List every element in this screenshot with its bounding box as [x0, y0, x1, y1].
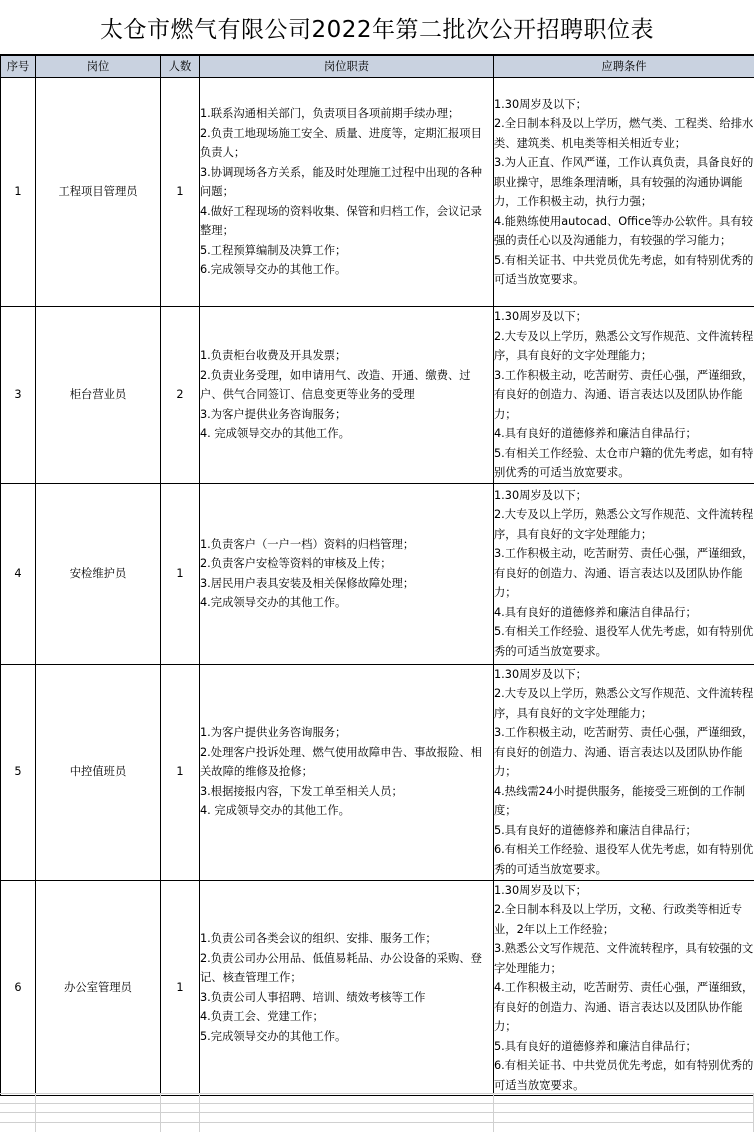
table-body: [1, 78, 754, 1096]
header-duties: 岗位职责: [200, 56, 494, 78]
row-duties: [200, 664, 494, 880]
row-position: 中控值班员: [36, 664, 161, 880]
duty-item: 1.联系沟通相关部门，负责项目各项前期手续办理；: [200, 107, 460, 121]
requirement-item: 4.具有良好的道德修养和廉洁自律品行；: [494, 605, 697, 619]
row-duties: [200, 78, 494, 307]
duty-item: 2.处理客户投诉处理、燃气使用故障申告、事故报险、相关故障的维修及抢修；: [200, 745, 482, 779]
duty-item: 1.负责公司各类会议的组织、安排、服务工作；: [200, 932, 437, 946]
row-count: 2: [161, 307, 200, 484]
duty-item: 3.协调现场各方关系，能及时处理施工过程中出现的各种问题；: [200, 165, 482, 199]
duty-item: 6.完成领导交办的其他工作。: [200, 263, 347, 277]
duty-item: 4. 完成领导交办的其他工作。: [200, 804, 350, 818]
row-requirements: [494, 483, 754, 664]
row-position: 柜台营业员: [36, 307, 161, 484]
duty-item: 2.负责工地现场施工安全、质量、进度等，定期汇报项目负责人；: [200, 126, 482, 160]
requirement-item: 3.为人正直、作风严谨，工作认真负责，具备良好的职业操守，思维条理清晰，具有较强的沟通协调能力，工作积极主动，执行力强；: [494, 156, 754, 208]
row-seq: 1: [1, 78, 36, 307]
row-duties: [200, 880, 494, 1096]
row-duties: [200, 483, 494, 664]
duty-item: 3.为客户提供业务咨询服务；: [200, 407, 347, 421]
row-count: 1: [161, 483, 200, 664]
requirement-item: 6.有相关工作经验、退役军人优先考虑，如有特别优秀的可适当放宽要求。: [494, 843, 754, 876]
requirement-item: 3.工作积极主动，吃苦耐劳、责任心强，严谨细致，有良好的创造力、沟通、语言表达以及团队协作能力；: [494, 726, 754, 779]
requirement-item: 5.有相关证书、中共党员优先考虑，如有特别优秀的可适当放宽要求。: [494, 253, 754, 286]
table-row: [1, 664, 754, 880]
duty-item: 1.负责柜台收费及开具发票；: [200, 349, 347, 362]
row-count: 1: [161, 78, 200, 307]
requirement-item: 5.有相关工作经验、退役军人优先考虑，如有特别优秀的可适当放宽要求。: [494, 625, 754, 658]
job-positions-table: [0, 55, 754, 1096]
requirement-item: 1.30周岁及以下；: [494, 97, 587, 111]
row-requirements: [494, 78, 754, 307]
row-count: 1: [161, 880, 200, 1096]
requirement-item: 4.具有良好的道德修养和廉洁自律品行；: [494, 427, 697, 440]
duty-item: 5.工程预算编制及决算工作；: [200, 243, 347, 257]
page-title: 太仓市燃气有限公司2022年第二批次公开招聘职位表: [0, 0, 754, 55]
row-duties: [200, 307, 494, 484]
requirement-item: 2.大专及以上学历，熟悉公文写作规范、文件流转程序，具有良好的文字处理能力；: [494, 508, 754, 541]
requirement-item: 1.30周岁及以下；: [494, 883, 587, 897]
row-seq: 4: [1, 483, 36, 664]
requirement-item: 1.30周岁及以下；: [494, 488, 587, 502]
header-seq: 序号: [1, 56, 36, 78]
header-count: 人数: [161, 56, 200, 78]
requirement-item: 2.大专及以上学历，熟悉公文写作规范、文件流转程序，具有良好的文字处理能力；: [494, 687, 754, 720]
requirement-item: 4.热线需24小时提供服务，能接受三班倒的工作制度；: [494, 784, 746, 818]
duty-item: 4.做好工程现场的资料收集、保管和归档工作，会议记录整理；: [200, 204, 482, 238]
row-seq: 3: [1, 307, 36, 484]
duty-item: 3.根据接报内容，下发工单至相关人员；: [200, 784, 403, 798]
requirement-item: 3.工作积极主动，吃苦耐劳、责任心强，严谨细致，有良好的创造力、沟通、语言表达以及团队协作能力；: [494, 547, 754, 600]
duty-item: 1.为客户提供业务咨询服务；: [200, 726, 347, 740]
table-header-row: [1, 56, 754, 78]
row-position: 安检维护员: [36, 483, 161, 664]
requirement-item: 1.30周岁及以下；: [494, 310, 587, 323]
header-requirements: 应聘条件: [494, 56, 754, 78]
requirement-item: 6.有相关证书、中共党员优先考虑，如有特别优秀的可适当放宽要求。: [494, 1059, 754, 1092]
empty-sheet-rows: [0, 1093, 754, 1132]
requirement-item: 2.全日制本科及以上学历，文秘、行政类等相近专业，2年以上工作经验；: [494, 903, 743, 936]
duty-item: 4. 完成领导交办的其他工作。: [200, 427, 350, 440]
table-row: [1, 307, 754, 484]
duty-item: 5.完成领导交办的其他工作。: [200, 1029, 347, 1043]
duty-item: 3.居民用户表具安装及相关保修故障处理；: [200, 576, 415, 590]
table-row: [1, 78, 754, 307]
row-position: 办公室管理员: [36, 880, 161, 1096]
row-requirements: [494, 880, 754, 1096]
row-seq: 5: [1, 664, 36, 880]
row-position: 工程项目管理员: [36, 78, 161, 307]
header-position: 岗位: [36, 56, 161, 78]
requirement-item: 3.熟悉公文写作规范、文件流转程序，具有较强的文字处理能力；: [494, 942, 754, 975]
table-row: [1, 483, 754, 664]
duty-item: 2.负责客户安检等资料的审核及上传；: [200, 557, 392, 570]
duty-item: 4.完成领导交办的其他工作。: [200, 596, 347, 609]
requirement-item: 4.能熟练使用autocad、Office等办公软件。具有较强的责任心以及沟通能力，有较强的学习能力；: [494, 214, 753, 247]
requirement-item: 5.有相关工作经验、太仓市户籍的优先考虑，如有特别优秀的可适当放宽要求。: [494, 446, 754, 479]
table-row: [1, 880, 754, 1096]
requirement-item: 4.工作积极主动，吃苦耐劳、责任心强，严谨细致，有良好的创造力、沟通、语言表达以及团队协作能力；: [494, 981, 754, 1033]
row-seq: 6: [1, 880, 36, 1096]
duty-item: 2.负责业务受理，如申请用气、改造、开通、缴费、过户、供气合同签订、信息变更等业务的受理: [200, 368, 471, 401]
requirement-item: 5.具有良好的道德修养和廉洁自律品行；: [494, 1039, 697, 1053]
requirement-item: 3.工作积极主动，吃苦耐劳、责任心强，严谨细致，有良好的创造力、沟通、语言表达以及团队协作能力；: [494, 368, 754, 421]
row-count: 1: [161, 664, 200, 880]
row-requirements: [494, 664, 754, 880]
requirement-item: 2.大专及以上学历，熟悉公文写作规范、文件流转程序，具有良好的文字处理能力；: [494, 329, 754, 362]
requirement-item: 1.30周岁及以下；: [494, 667, 587, 681]
requirement-item: 5.具有良好的道德修养和廉洁自律品行；: [494, 823, 697, 837]
duty-item: 3.负责公司人事招聘、培训、绩效考核等工作: [200, 990, 426, 1004]
duty-item: 2.负责公司办公用品、低值易耗品、办公设备的采购、登记、核查管理工作；: [200, 951, 482, 985]
duty-item: 4.负责工会、党建工作；: [200, 1010, 324, 1024]
requirement-item: 2.全日制本科及以上学历，燃气类、工程类、给排水类、建筑类、机电类等相关相近专业；: [494, 117, 754, 150]
duty-item: 1.负责客户（一户一档）资料的归档管理；: [200, 537, 415, 551]
row-requirements: [494, 307, 754, 484]
